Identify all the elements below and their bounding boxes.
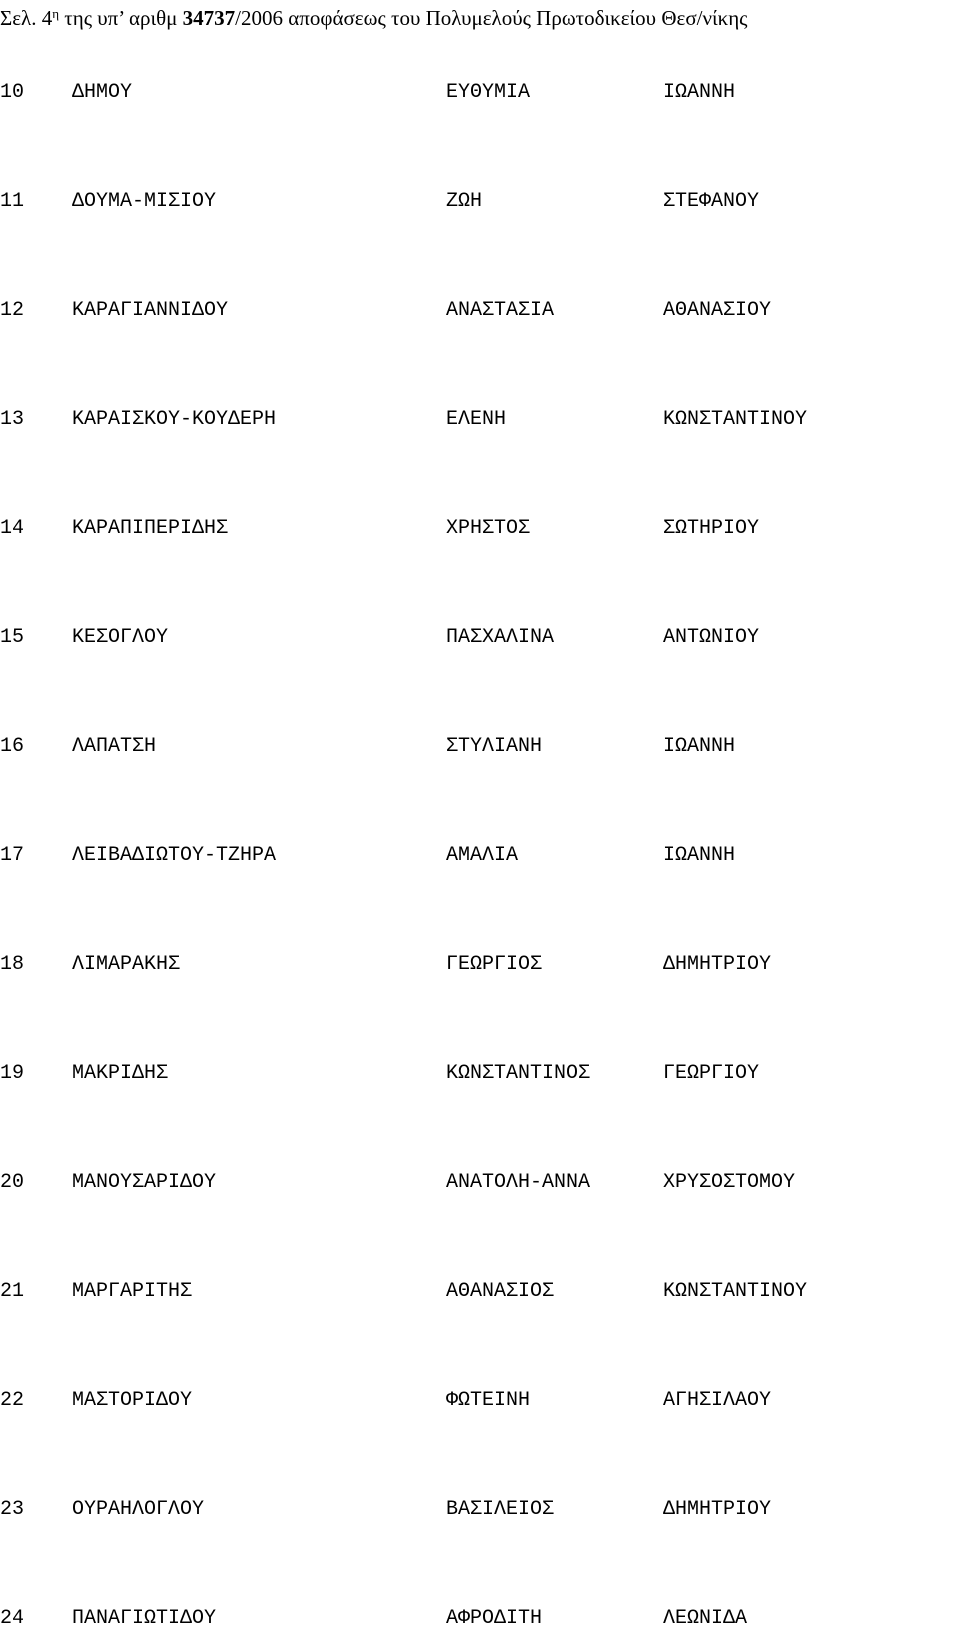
row-number: 13 — [0, 408, 25, 431]
row-first-name: ΑΘΑΝΑΣΙΟΣ — [446, 1280, 555, 1303]
list-row — [0, 1495, 960, 1525]
row-first-name: ΑΝΑΣΤΑΣΙΑ — [446, 299, 555, 322]
row-first-name: ΠΑΣΧΑΛΙΝΑ — [446, 626, 555, 649]
row-number: 23 — [0, 1498, 25, 1521]
row-first-name: ΓΕΩΡΓΙΟΣ — [446, 953, 543, 976]
row-number: 14 — [0, 517, 25, 540]
list-row — [0, 514, 960, 544]
row-father-name: ΙΩΑΝΝΗ — [663, 735, 736, 758]
list-row — [0, 623, 960, 653]
row-first-name: ΑΜΑΛΙΑ — [446, 844, 519, 867]
row-father-name: ΓΕΩΡΓΙΟΥ — [663, 1062, 760, 1085]
list-row — [0, 841, 960, 871]
row-surname: ΚΑΡΑΠΙΠΕΡΙΔΗΣ — [72, 517, 229, 540]
page-superscript: η — [52, 6, 60, 21]
row-surname: ΛΕΙΒΑΔΙΩΤΟΥ-ΤΖΗΡΑ — [72, 844, 277, 867]
row-number: 15 — [0, 626, 25, 649]
row-father-name: ΣΤΕΦΑΝΟΥ — [663, 190, 760, 213]
row-number: 18 — [0, 953, 25, 976]
list-row — [0, 1386, 960, 1416]
list-row — [0, 1168, 960, 1198]
row-surname: ΟΥΡΑΗΛΟΓΛΟΥ — [72, 1498, 205, 1521]
row-surname: ΔΟΥΜΑ-ΜΙΣΙΟΥ — [72, 190, 217, 213]
row-surname: ΛΑΠΑΤΣΗ — [72, 735, 157, 758]
row-number: 21 — [0, 1280, 25, 1303]
row-number: 20 — [0, 1171, 25, 1194]
row-number: 17 — [0, 844, 25, 867]
row-father-name: ΔΗΜΗΤΡΙΟΥ — [663, 953, 772, 976]
row-number: 16 — [0, 735, 25, 758]
list-row — [0, 296, 960, 326]
page-prefix: Σελ. 4 — [0, 6, 53, 30]
row-first-name: ΕΛΕΝΗ — [446, 408, 507, 431]
row-first-name: ΚΩΝΣΤΑΝΤΙΝΟΣ — [446, 1062, 591, 1085]
header-text-after: /2006 αποφάσεως του Πολυμελούς Πρωτοδικείου Θεσ/νίκης — [235, 6, 748, 30]
list-row — [0, 732, 960, 762]
row-number: 22 — [0, 1389, 25, 1412]
row-father-name: ΑΘΑΝΑΣΙΟΥ — [663, 299, 772, 322]
row-first-name: ΦΩΤΕΙΝΗ — [446, 1389, 531, 1412]
row-number: 19 — [0, 1062, 25, 1085]
row-surname: ΚΑΡΑΙΣΚΟΥ-ΚΟΥΔΕΡΗ — [72, 408, 277, 431]
row-father-name: ΑΝΤΩΝΙΟΥ — [663, 626, 760, 649]
list-row — [0, 950, 960, 980]
row-surname: ΜΑΚΡΙΔΗΣ — [72, 1062, 169, 1085]
list-row — [0, 1604, 960, 1634]
row-number: 11 — [0, 190, 25, 213]
page-header — [0, 0, 960, 40]
row-father-name: ΧΡΥΣΟΣΤΟΜΟΥ — [663, 1171, 796, 1194]
row-first-name: ΑΦΡΟΔΙΤΗ — [446, 1607, 543, 1630]
row-first-name: ΒΑΣΙΛΕΙΟΣ — [446, 1498, 555, 1521]
list-row — [0, 405, 960, 435]
row-surname: ΠΑΝΑΓΙΩΤΙΔΟΥ — [72, 1607, 217, 1630]
row-father-name: ΑΓΗΣΙΛΑΟΥ — [663, 1389, 772, 1412]
row-number: 12 — [0, 299, 25, 322]
decision-number: 34737 — [182, 6, 236, 30]
row-surname: ΚΕΣΟΓΛΟΥ — [72, 626, 169, 649]
row-first-name: ΕΥΘΥΜΙΑ — [446, 81, 531, 104]
row-surname: ΜΑΝΟΥΣΑΡΙΔΟΥ — [72, 1171, 217, 1194]
row-first-name: ΧΡΗΣΤΟΣ — [446, 517, 531, 540]
list-row — [0, 1277, 960, 1307]
row-father-name: ΚΩΝΣΤΑΝΤΙΝΟΥ — [663, 408, 808, 431]
row-surname: ΜΑΣΤΟΡΙΔΟΥ — [72, 1389, 193, 1412]
row-father-name: ΙΩΑΝΝΗ — [663, 844, 736, 867]
list-row — [0, 187, 960, 217]
row-surname: ΚΑΡΑΓΙΑΝΝΙΔΟΥ — [72, 299, 229, 322]
row-first-name: ΖΩΗ — [446, 190, 483, 213]
list-row — [0, 1059, 960, 1089]
header-text-before: της υπ’ αριθμ — [59, 6, 183, 30]
row-first-name: ΣΤΥΛΙΑΝΗ — [446, 735, 543, 758]
row-surname: ΜΑΡΓΑΡΙΤΗΣ — [72, 1280, 193, 1303]
row-surname: ΛΙΜΑΡΑΚΗΣ — [72, 953, 181, 976]
row-father-name: ΛΕΩΝΙΔΑ — [663, 1607, 748, 1630]
row-first-name: ΑΝΑΤΟΛΗ-ΑΝΝΑ — [446, 1171, 591, 1194]
row-father-name: ΔΗΜΗΤΡΙΟΥ — [663, 1498, 772, 1521]
list-row — [0, 78, 960, 108]
row-father-name: ΚΩΝΣΤΑΝΤΙΝΟΥ — [663, 1280, 808, 1303]
row-father-name: ΙΩΑΝΝΗ — [663, 81, 736, 104]
row-number: 24 — [0, 1607, 25, 1630]
row-surname: ΔΗΜΟΥ — [72, 81, 133, 104]
row-number: 10 — [0, 81, 25, 104]
row-father-name: ΣΩΤΗΡΙΟΥ — [663, 517, 760, 540]
